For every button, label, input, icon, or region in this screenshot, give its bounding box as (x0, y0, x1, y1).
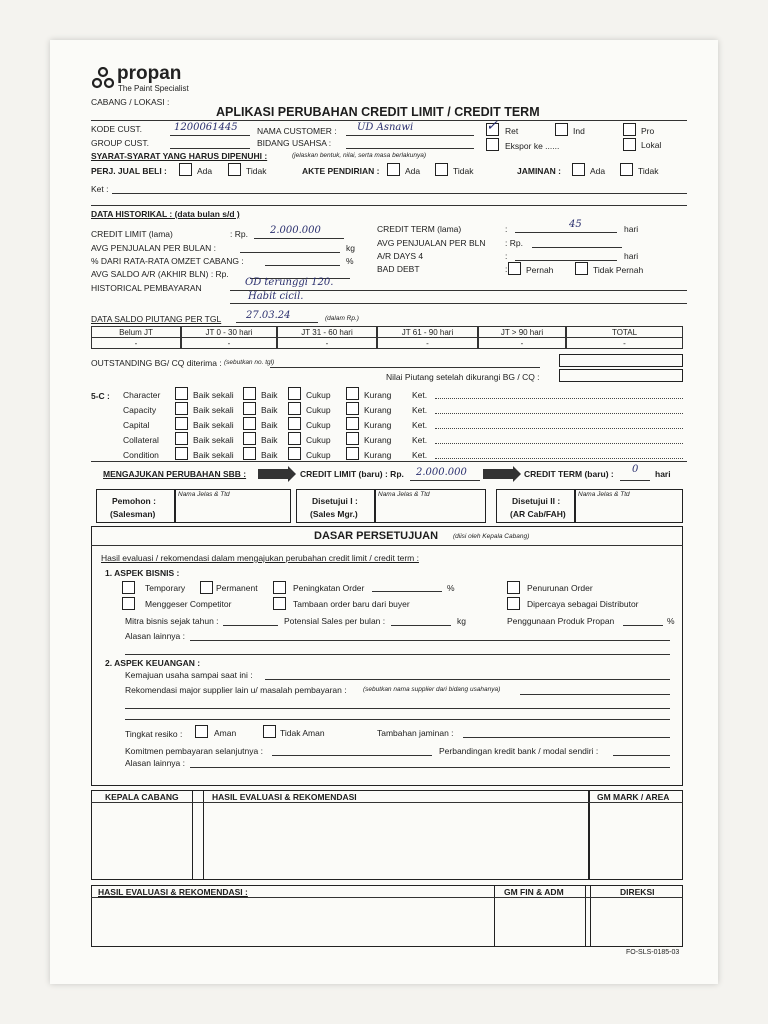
title-rule (91, 120, 687, 121)
five-c-capacity-option-3-checkbox[interactable] (346, 402, 359, 415)
perj-jual-beli-label: PERJ. JUAL BELI : (91, 166, 167, 176)
saldo-header-4: JT > 90 hari (478, 326, 566, 338)
five-c-condition-option-1-checkbox[interactable] (243, 447, 256, 460)
alasan-label: Alasan lainnya : (125, 631, 186, 641)
hasil-evaluasi-text: Hasil evaluasi / rekomendasi dalam mengajukan perubahan credit limit / credit term : (101, 553, 419, 563)
mitra-label: Mitra bisnis sejak tahun : (125, 616, 219, 626)
five-c-option-label: Baik sekali (193, 450, 234, 460)
five-c-ket-field[interactable] (435, 443, 683, 444)
saldo-header-3: JT 61 - 90 hari (377, 326, 478, 338)
five-c-option-label: Baik sekali (193, 420, 234, 430)
alasan-lainnya-field[interactable] (190, 767, 670, 768)
permanent-label: Permanent (216, 583, 258, 593)
perj-tidak-checkbox[interactable] (228, 163, 241, 176)
tidak-pernah-checkbox[interactable] (575, 262, 588, 275)
five-c-option-label: Baik (261, 420, 278, 430)
pernah-checkbox[interactable] (508, 262, 521, 275)
perbandingan-label: Perbandingan kredit bank / modal sendiri : (439, 746, 599, 756)
credit-limit-baru-value[interactable]: 2.000.000 (416, 467, 467, 478)
ind-label: Ind (573, 126, 585, 136)
five-c-label: 5-C : (91, 391, 110, 401)
ar-days-hari: hari (624, 251, 639, 261)
menggeser-checkbox[interactable] (122, 597, 135, 610)
approval-label-1: Disetujui I : (312, 496, 358, 506)
five-c-row-capacity: Capacity (123, 405, 157, 415)
aman-label: Aman (214, 728, 237, 738)
approval-sub-0: (Salesman) (110, 509, 156, 519)
kemajuan-field[interactable] (265, 679, 670, 680)
five-c-option-label: Baik (261, 435, 278, 445)
pro-label: Pro (641, 126, 655, 136)
pro-checkbox[interactable] (623, 123, 636, 136)
peningkatan-field[interactable] (372, 591, 442, 592)
jaminan-tidak-label: Tidak (638, 166, 659, 176)
credit-term-baru-hari: hari (655, 469, 671, 479)
kode-cust-value[interactable]: 1200061445 (174, 122, 238, 133)
five-c-option-label: Cukup (306, 420, 331, 430)
perj-tidak-label: Tidak (246, 166, 267, 176)
hasil-evaluasi-label: HASIL EVALUASI & REKOMENDASI (212, 792, 357, 802)
omzet-field[interactable] (265, 265, 340, 266)
pengajuan-label: MENGAJUKAN PERUBAHAN SBB : (103, 469, 247, 479)
perj-ada-checkbox[interactable] (179, 163, 192, 176)
five-c-ket-label: Ket. (412, 405, 428, 415)
five-c-option-label: Cukup (306, 435, 331, 445)
tidak-aman-label: Tidak Aman (280, 728, 325, 738)
potensial-label: Potensial Sales per bulan : (284, 616, 386, 626)
akte-ada-checkbox[interactable] (387, 163, 400, 176)
five-c-capital-option-3-checkbox[interactable] (346, 417, 359, 430)
five-c-option-label: Kurang (364, 405, 392, 415)
tambahan-jaminan-label: Tambahan jaminan : (377, 728, 454, 738)
credit-term-baru-value[interactable]: 0 (632, 464, 639, 475)
approval-sign-hint-0: Nama Jelas & Ttd (178, 491, 230, 498)
rekomendasi-field[interactable] (520, 694, 670, 695)
five-c-collateral-option-0-checkbox[interactable] (175, 432, 188, 445)
propan-logo-icon (92, 67, 114, 89)
outstanding-box[interactable] (559, 354, 683, 367)
nama-customer-label: NAMA CUSTOMER : (257, 126, 337, 136)
five-c-row-collateral: Collateral (123, 435, 159, 445)
hasil-evaluasi-box[interactable] (203, 790, 589, 880)
syarat-note: (jelaskan bentuk, nilai, serta masa berlakunya) (292, 152, 427, 159)
jaminan-label: JAMINAN : (517, 166, 561, 176)
credit-limit-rp: : Rp. (230, 229, 248, 239)
five-c-option-label: Cukup (306, 390, 331, 400)
saldo-value-5[interactable]: - (566, 337, 683, 349)
five-c-capital-option-2-checkbox[interactable] (288, 417, 301, 430)
ekspor-checkbox[interactable] (486, 138, 499, 151)
tambahan-jaminan-field[interactable] (463, 737, 670, 738)
arrow-icon (258, 469, 288, 479)
penggunaan-field[interactable] (623, 625, 663, 626)
saldo-value-2[interactable]: - (277, 337, 377, 349)
penggunaan-pct: % (667, 616, 675, 626)
bidang-usaha-label: BIDANG USAHSA : (257, 138, 332, 148)
five-c-row-character: Character (123, 390, 161, 400)
akte-label: AKTE PENDIRIAN : (302, 166, 380, 176)
permanent-checkbox[interactable] (200, 581, 213, 594)
five-c-ket-field[interactable] (435, 458, 683, 459)
group-cust-field[interactable] (170, 148, 250, 149)
saldo-value-1[interactable]: - (181, 337, 277, 349)
avg-penjualan-bln-label: AVG PENJUALAN PER BLN (377, 238, 486, 248)
ret-label: Ret (505, 126, 519, 136)
kemajuan-label: Kemajuan usaha sampai saat ini : (125, 670, 253, 680)
jaminan-tidak-checkbox[interactable] (620, 163, 633, 176)
avg-penjualan-field[interactable] (240, 252, 340, 253)
aspek-keuangan-label: 2. ASPEK KEUANGAN : (105, 658, 201, 668)
credit-term-baru-label: CREDIT TERM (baru) : (524, 469, 614, 479)
five-c-row-condition: Condition (123, 450, 159, 460)
approval-label-0: Pemohon : (112, 496, 156, 506)
five-c-option-label: Kurang (364, 435, 392, 445)
akte-ada-label: Ada (405, 166, 421, 176)
ket-field[interactable] (112, 193, 687, 194)
nilai-piutang-box[interactable] (559, 369, 683, 382)
potensial-field[interactable] (391, 625, 451, 626)
five-c-option-label: Cukup (306, 450, 331, 460)
nama-customer-value[interactable]: UD Asnawi (357, 122, 414, 133)
saldo-value-3[interactable]: - (377, 337, 478, 349)
pernah-label: Pernah (526, 265, 554, 275)
aman-checkbox[interactable] (195, 725, 208, 738)
saldo-header-0: Belum JT (91, 326, 181, 338)
brand-name: propan (117, 63, 182, 84)
tidak-pernah-label: Tidak Pernah (593, 265, 644, 275)
komitmen-field[interactable] (272, 755, 432, 756)
dasar-title: DASAR PERSETUJUAN (314, 530, 439, 542)
perj-ada-label: Ada (197, 166, 213, 176)
five-c-option-label: Baik sekali (193, 435, 234, 445)
five-c-option-label: Cukup (306, 405, 331, 415)
form-title: APLIKASI PERUBAHAN CREDIT LIMIT / CREDIT TERM (216, 105, 540, 119)
five-c-option-label: Kurang (364, 390, 392, 400)
alasan-lainnya-label: Alasan lainnya : (125, 758, 186, 768)
five-c-character-option-0-checkbox[interactable] (175, 387, 188, 400)
five-c-ket-label: Ket. (412, 435, 428, 445)
ind-checkbox[interactable] (555, 123, 568, 136)
saldo-value-0[interactable]: - (91, 337, 181, 349)
historikal-title: DATA HISTORIKAL : (data bulan s/d ) (91, 209, 240, 219)
saldo-header-5: TOTAL (566, 326, 683, 338)
syarat-title: SYARAT-SYARAT YANG HARUS DIPENUHI : (91, 151, 268, 161)
five-c-option-label: Kurang (364, 450, 392, 460)
ar-days-label: A/R DAYS 4 (377, 251, 424, 261)
bad-debt-colon: : (505, 264, 508, 274)
five-c-condition-option-2-checkbox[interactable] (288, 447, 301, 460)
penurunan-checkbox[interactable] (507, 581, 520, 594)
dasar-note: (diisi oleh Kepala Cabang) (453, 533, 530, 540)
brand-tagline: The Paint Specialist (118, 84, 189, 93)
avg-penjualan-bln-field[interactable] (532, 247, 622, 248)
five-c-capital-option-0-checkbox[interactable] (175, 417, 188, 430)
bidang-usaha-field[interactable] (346, 148, 474, 149)
gm-fin-label: GM FIN & ADM (504, 887, 564, 897)
five-c-ket-label: Ket. (412, 450, 428, 460)
perbandingan-field[interactable] (613, 755, 670, 756)
five-c-option-label: Kurang (364, 420, 392, 430)
omzet-label: % DARI RATA-RATA OMZET CABANG : (91, 256, 244, 266)
five-c-option-label: Baik sekali (193, 405, 234, 415)
credit-term-colon: : (505, 224, 508, 234)
rekomendasi-label: Rekomendasi major supplier lain u/ masalah pembayaran : (125, 685, 347, 695)
kode-cust-label: KODE CUST. (91, 124, 143, 134)
ret-check-mark: ✓ (486, 118, 498, 134)
five-c-ket-label: Ket. (412, 390, 428, 400)
akte-tidak-checkbox[interactable] (435, 163, 448, 176)
approval-label-2: Disetujui II : (512, 496, 561, 506)
credit-limit-lama-value[interactable]: 2.000.000 (270, 225, 321, 236)
saldo-value-4[interactable]: - (478, 337, 566, 349)
temporary-checkbox[interactable] (122, 581, 135, 594)
form-paper (50, 40, 718, 984)
avg-penjualan-label: AVG PENJUALAN PER BULAN : (91, 243, 217, 253)
credit-term-lama-value[interactable]: 45 (569, 219, 582, 230)
historical-label: HISTORICAL PEMBAYARAN (91, 283, 202, 293)
omzet-pct: % (346, 256, 354, 266)
credit-limit-lama-label: CREDIT LIMIT (lama) (91, 229, 173, 239)
five-c-capital-option-1-checkbox[interactable] (243, 417, 256, 430)
tingkat-resiko-label: Tingkat resiko : (125, 729, 183, 739)
saldo-title: DATA SALDO PIUTANG PER TGL (91, 314, 222, 324)
avg-penjualan-kg: kg (346, 243, 355, 253)
avg-saldo-label: AVG SALDO A/R (AKHIR BLN) : Rp. (91, 269, 229, 279)
five-c-option-label: Baik (261, 405, 278, 415)
direksi-label: DIREKSI (620, 887, 655, 897)
gm-mark-box[interactable] (589, 790, 683, 880)
five-c-collateral-option-1-checkbox[interactable] (243, 432, 256, 445)
kepala-cabang-box[interactable] (91, 790, 193, 880)
approval-sign-hint-2: Nama Jelas & Ttd (578, 491, 630, 498)
five-c-capacity-option-2-checkbox[interactable] (288, 402, 301, 415)
outstanding-label: OUTSTANDING BG/ CQ diterima : (91, 358, 222, 368)
ekspor-label: Ekspor ke ...... (505, 141, 560, 151)
komitmen-label: Komitmen pembayaran selanjutnya : (125, 746, 263, 756)
saldo-header-2: JT 31 - 60 hari (277, 326, 377, 338)
approval-divider (374, 489, 376, 523)
five-c-option-label: Baik (261, 450, 278, 460)
lokal-label: Lokal (641, 140, 662, 150)
aspek-bisnis-label: 1. ASPEK BISNIS : (105, 568, 180, 578)
temporary-label: Temporary (145, 583, 186, 593)
arrow-icon (483, 469, 513, 479)
mitra-field[interactable] (223, 625, 278, 626)
approval-divider (174, 489, 176, 523)
bad-debt-label: BAD DEBT (377, 264, 420, 274)
tidak-aman-checkbox[interactable] (263, 725, 276, 738)
five-c-character-option-3-checkbox[interactable] (346, 387, 359, 400)
gm-mark-label: GM MARK / AREA (597, 792, 670, 802)
five-c-collateral-option-2-checkbox[interactable] (288, 432, 301, 445)
five-c-condition-option-0-checkbox[interactable] (175, 447, 188, 460)
peningkatan-label: Peningkatan Order (293, 583, 365, 593)
five-c-character-option-1-checkbox[interactable] (243, 387, 256, 400)
five-c-option-label: Baik (261, 390, 278, 400)
nilai-piutang-label: Nilai Piutang setelah dikurangi BG / CQ : (386, 372, 540, 382)
dipercaya-checkbox[interactable] (507, 597, 520, 610)
approval-sign-hint-1: Nama Jelas & Ttd (378, 491, 430, 498)
hasil-evaluasi-2-label: HASIL EVALUASI & REKOMENDASI : (98, 887, 248, 897)
saldo-header-1: JT 0 - 30 hari (181, 326, 277, 338)
penurunan-label: Penurunan Order (527, 583, 593, 593)
approval-sub-1: (Sales Mgr.) (310, 509, 358, 519)
tambaan-label: Tambaan order baru dari buyer (293, 599, 410, 609)
saldo-date[interactable]: 27.03.24 (246, 310, 291, 321)
five-c-capacity-option-0-checkbox[interactable] (175, 402, 188, 415)
outstanding-note: (sebutkan no. tgl) (224, 359, 275, 366)
group-cust-label: GROUP CUST. (91, 138, 149, 148)
saldo-note: (dalam Rp.) (325, 315, 359, 322)
alasan-field[interactable] (190, 640, 670, 641)
cabang-label: CABANG / LOKASI : (91, 97, 170, 107)
historical-value-2[interactable]: Habit cicil. (248, 291, 304, 302)
dipercaya-label: Dipercaya sebagai Distributor (527, 599, 639, 609)
approval-divider (574, 489, 576, 523)
peningkatan-pct: % (447, 583, 455, 593)
five-c-character-option-2-checkbox[interactable] (288, 387, 301, 400)
credit-term-hari: hari (624, 224, 639, 234)
tambaan-checkbox[interactable] (273, 597, 286, 610)
peningkatan-checkbox[interactable] (273, 581, 286, 594)
five-c-ket-field[interactable] (435, 413, 683, 414)
potensial-kg: kg (457, 616, 466, 626)
five-c-ket-field[interactable] (435, 398, 683, 399)
ar-days-field[interactable] (515, 260, 617, 261)
avg-penjualan-bln-rp: : Rp. (505, 238, 523, 248)
ket-label: Ket : (91, 184, 109, 194)
approval-sub-2: (AR Cab/FAH) (510, 509, 566, 519)
jaminan-ada-checkbox[interactable] (572, 163, 585, 176)
five-c-ket-field[interactable] (435, 428, 683, 429)
five-c-condition-option-3-checkbox[interactable] (346, 447, 359, 460)
historical-value-1[interactable]: OD terunggi 120. (245, 277, 334, 288)
akte-tidak-label: Tidak (453, 166, 474, 176)
kepala-cabang-label: KEPALA CABANG (105, 792, 179, 802)
outstanding-field[interactable] (270, 367, 540, 368)
five-c-collateral-option-3-checkbox[interactable] (346, 432, 359, 445)
form-code: FO-SLS-0185-03 (626, 949, 680, 956)
rekomendasi-note: (sebutkan nama supplier dari bidang usahanya) (363, 686, 501, 693)
ar-days-colon: : (505, 251, 508, 261)
lokal-checkbox[interactable] (623, 138, 636, 151)
credit-limit-baru-label: CREDIT LIMIT (baru) : Rp. (300, 469, 404, 479)
jaminan-ada-label: Ada (590, 166, 606, 176)
five-c-option-label: Baik sekali (193, 390, 234, 400)
credit-term-lama-label: CREDIT TERM (lama) (377, 224, 462, 234)
five-c-ket-label: Ket. (412, 420, 428, 430)
penggunaan-label: Penggunaan Produk Propan (507, 616, 615, 626)
menggeser-label: Menggeser Competitor (145, 599, 232, 609)
five-c-capacity-option-1-checkbox[interactable] (243, 402, 256, 415)
five-c-row-capital: Capital (123, 420, 150, 430)
